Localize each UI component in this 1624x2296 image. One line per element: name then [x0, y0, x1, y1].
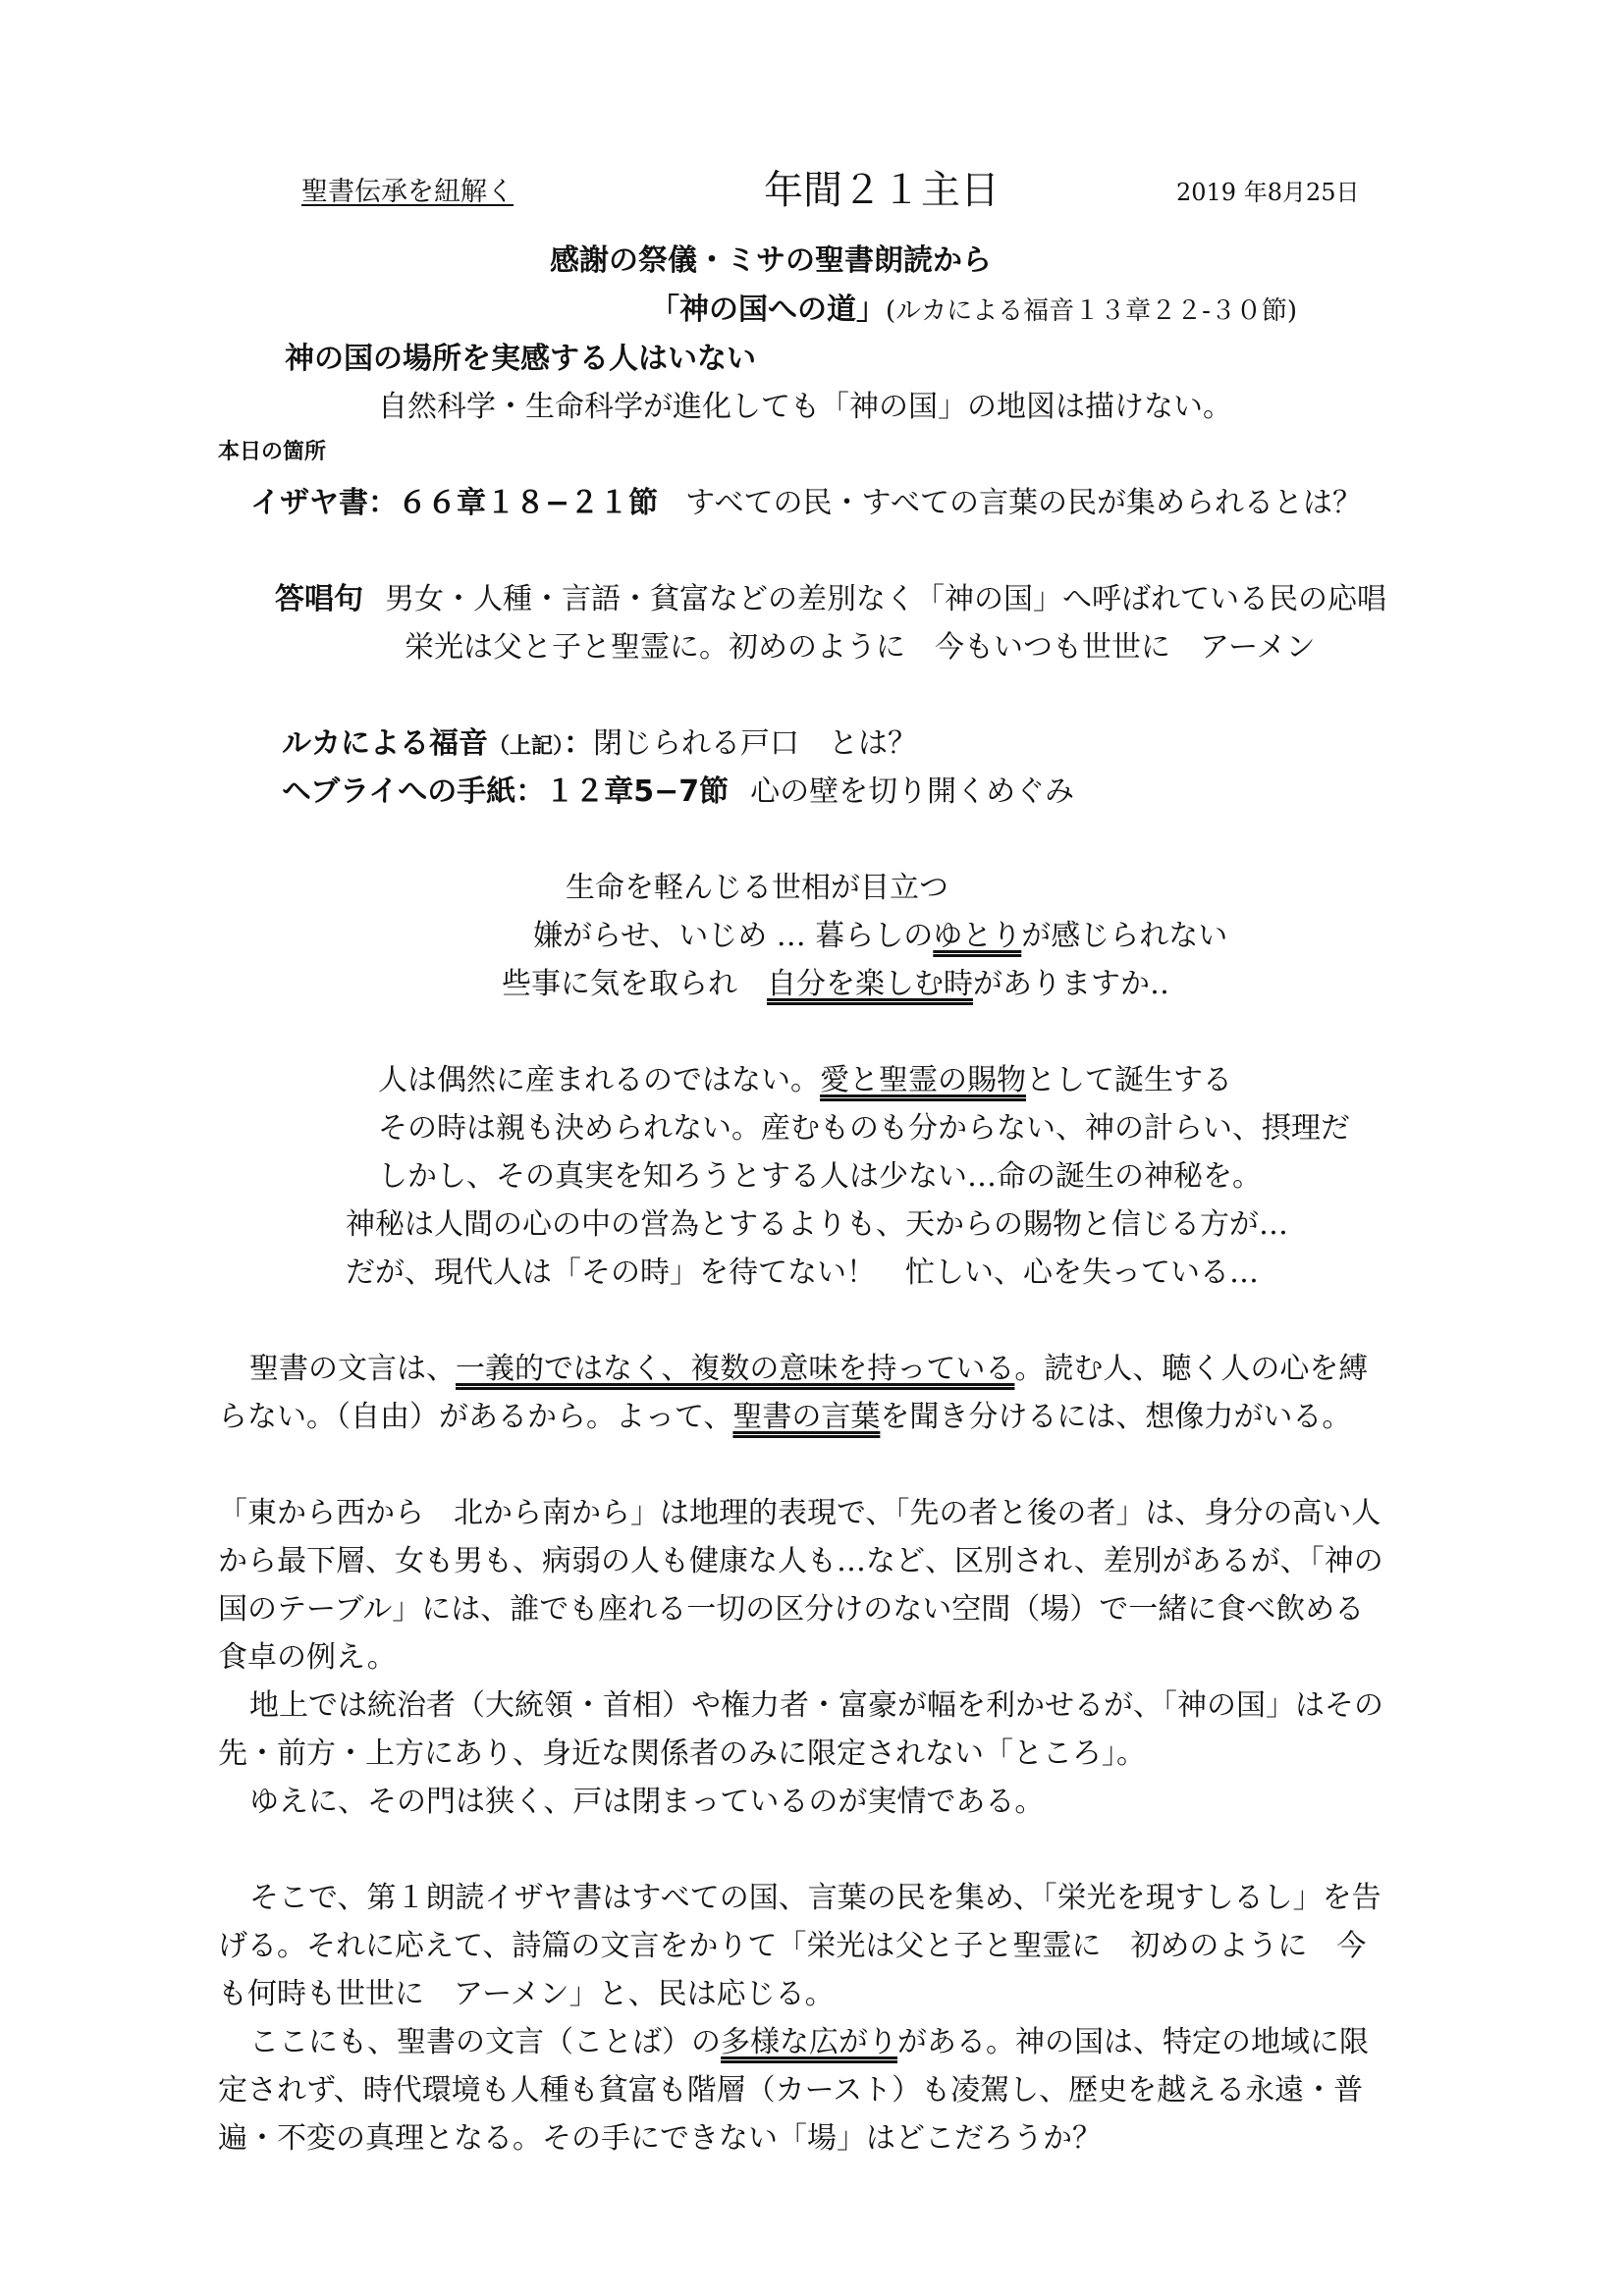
intro-heading: 神の国の場所を実感する人はいない — [285, 342, 756, 376]
hebrews-reference: １２章5−7節 — [545, 774, 730, 809]
paragraph-1-line-2-start: らない。（自由）があるから。よって、 — [218, 1400, 733, 1434]
paragraph-1-line-1-start: 聖書の文言は、 — [249, 1352, 456, 1386]
reading-psalm — [275, 582, 1386, 617]
paragraph-1-line-1 — [249, 1352, 1368, 1387]
paragraph-1-line-2-emphasis: 聖書の言葉 — [732, 1400, 881, 1434]
poem-line-1: 生命を軽んじる世相が目立つ — [566, 871, 948, 905]
poem-line-2-emphasis: ゆとり — [933, 919, 1022, 953]
luke-label: ルカによる福音 — [282, 726, 488, 761]
psalm-line-1: 男女・人種・言語・貧富などの差別なく「神の国」へ呼ばれている民の応唱 — [385, 582, 1386, 616]
reflection-line-1-emphasis: 愛と聖霊の賜物 — [820, 1063, 1026, 1097]
paragraph-3-line-4-start: ここにも、聖書の文言（ことば）の — [249, 2025, 721, 2059]
poem-line-3-start: 些事に気を取られ — [502, 967, 767, 1001]
subtitle-line: 感謝の祭儀・ミサの聖書朗読から — [550, 243, 992, 278]
poem-line-2-start: 嫌がらせ、いじめ … 暮らしの — [533, 919, 934, 953]
luke-colon: ： — [564, 726, 594, 761]
paragraph-3-line-4-end: がある。神の国は、特定の地域に限 — [897, 2025, 1369, 2059]
isaiah-text: すべての民・すべての言葉の民が集められるとは？ — [685, 486, 1362, 520]
poem-line-3 — [502, 967, 1169, 1002]
reflection-line-1 — [378, 1063, 1232, 1098]
paragraph-2-line-7: ゆえに、その門は狭く、戸は閉まっているのが実情である。 — [249, 1785, 1045, 1819]
theme-reference: (ルカによる福音１３章２２-３０節) — [886, 296, 1298, 326]
paragraph-3-line-1: そこで、第１朗読イザヤ書はすべての国、言葉の民を集め、「栄光を現すしるし」を告 — [249, 1881, 1381, 1915]
paragraph-3-line-5: 定されず、時代環境も人種も貧富も階層（カースト）も凌駕し、歴史を越える永遠・普 — [218, 2073, 1364, 2108]
paragraph-2-line-1: 「東から西から 北から南から」は地理的表現で、「先の者と後の者」は、身分の高い人 — [218, 1496, 1381, 1530]
readings-label: 本日の箇所 — [218, 440, 327, 464]
reading-isaiah — [250, 486, 1362, 521]
paragraph-2-line-2: から最下層、女も男も、病弱の人も健康な人も…など、区別され、差別があるが、「神の — [218, 1544, 1383, 1578]
reflection-line-1-end: として誕生する — [1026, 1063, 1232, 1097]
paragraph-2-line-5: 地上では統治者（大統領・首相）や権力者・富豪が幅を利かせるが、「神の国」はその — [249, 1688, 1383, 1723]
luke-text: 閉じられる戸口 とは？ — [593, 726, 918, 761]
hebrews-label: ヘブライへの手紙： — [282, 774, 546, 809]
reflection-line-4: 神秘は人間の心の中の営為とするよりも、天からの賜物と信じる方が… — [346, 1207, 1288, 1242]
hebrews-text: 心の壁を切り開くめぐみ — [750, 774, 1075, 809]
poem-line-2-end: が感じられない — [1021, 919, 1228, 953]
reflection-line-1-start: 人は偶然に産まれるのではない。 — [378, 1063, 820, 1097]
poem-line-3-end: がありますか‥ — [973, 967, 1170, 1001]
paragraph-1-line-2-end: を聞き分けるには、想像力がいる。 — [880, 1400, 1352, 1434]
paragraph-1-line-2 — [218, 1400, 1351, 1435]
theme-line — [650, 293, 1297, 328]
luke-label-note: （上記） — [488, 734, 565, 759]
paragraph-3-line-4 — [249, 2025, 1369, 2060]
paragraph-2-line-3: 国のテーブル」には、誰でも座れる一切の区分けのない空間（場）で一緒に食べ飲める — [218, 1592, 1365, 1627]
paragraph-3-line-3: も何時も世世に アーメン」と、民は応じる。 — [218, 1977, 835, 2011]
paragraph-1-line-1-end: 。読む人、聴く人の心を縛 — [1014, 1352, 1369, 1386]
paragraph-1-line-1-emphasis: 一義的ではなく、複数の意味を持っている — [456, 1352, 1015, 1386]
psalm-line-2: 栄光は父と子と聖霊に。初めのように 今もいつも世世に アーメン — [405, 630, 1316, 665]
series-title: 聖書伝承を紐解く — [301, 177, 514, 207]
reflection-line-2: その時は親も決められない。産むものも分からない、神の計らい、摂理だ — [378, 1111, 1350, 1146]
paragraph-3-line-6: 遍・不変の真理となる。その手にできない「場」はどこだろうか？ — [218, 2121, 1102, 2156]
intro-line: 自然科学・生命科学が進化しても「神の国」の地図は描けない。 — [378, 390, 1232, 424]
reflection-line-5: だが、現代人は「その時」を待てない！ 忙しい、心を失っている… — [346, 1255, 1259, 1290]
paragraph-3-line-2: げる。それに応えて、詩篇の文言をかりて「栄光は父と子と聖霊に 初めのように 今 — [218, 1929, 1367, 1963]
paragraph-3-line-4-emphasis: 多様な広がり — [721, 2025, 897, 2059]
poem-line-2 — [533, 919, 1227, 954]
psalm-label: 答唱句 — [275, 582, 363, 616]
paragraph-2-line-4: 食卓の例え。 — [218, 1640, 397, 1675]
reading-hebrews — [282, 774, 1074, 810]
isaiah-reference: ６６章１８−２１節 — [398, 486, 659, 520]
reflection-line-3: しかし、その真実を知ろうとする人は少ない…命の誕生の神秘を。 — [378, 1159, 1262, 1194]
reading-luke — [282, 726, 917, 762]
poem-line-3-emphasis: 自分を楽しむ時 — [767, 967, 973, 1001]
theme-title: 「神の国への道」 — [650, 293, 886, 327]
isaiah-label: イザヤ書： — [250, 486, 398, 520]
paragraph-2-line-6: 先・前方・上方にあり、身近な関係者のみに限定されない「ところ」。 — [218, 1736, 1146, 1771]
document-date: 2019 年8月25日 — [1176, 179, 1360, 206]
page-title: 年間２１主日 — [764, 168, 1000, 213]
